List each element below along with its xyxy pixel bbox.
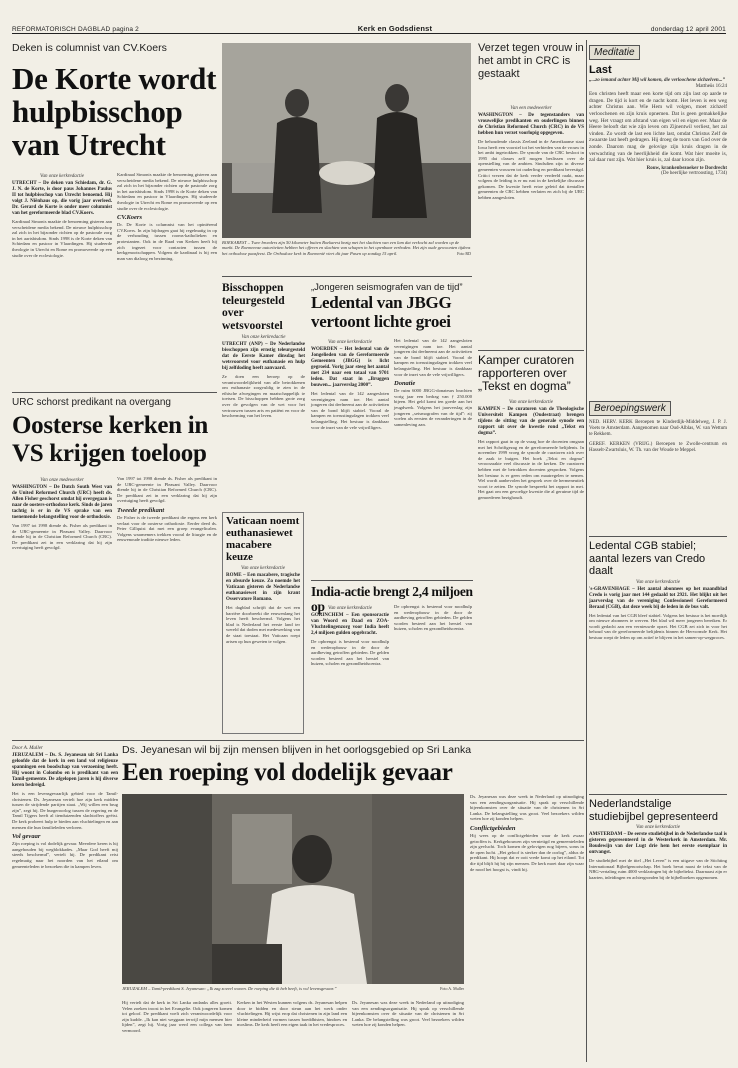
article6-lead: GORINCHEM – Een sponsoractie van Woord en Daad en ZOA-Vluchtelingenzorg voor India heeft 2,4 miljoen gulden opgebracht.: [311, 613, 389, 636]
article7-body: De behoudende classis Zeeland in de Amerikaanse staat Iowa heeft een voorstel tot het verbieden van de vrouw in het ambt ingetrokken. De synode van de CRC besloot in 1995 dat classes zelf mogen beslissen over de openstelling van de ambten. Sindsdien zijn in diverse gemeenten vrouwen tot ouderling en predikant bevestigd. Critici vrezen dat de kerk verder verdeeld raakt, maar volgens de leiding is er nu rust in de kerkelijke discussie gekomen. De kwestie heeft ertoe geleid dat tientallen gemeenten de CRC hebben verlaten en zich bij de URC hebben aangesloten.: [478, 139, 584, 200]
article8-body: Het rapport gaat in op de vraag hoe de docenten omgaan met het Schriftgezag en de gereformeerde belijdenis. In november 1999 vroeg de synode de curatoren zich over de zaak te buigen. Het boek „Tekst en dogma” veroorzaakte veel discussie in de kerken. De curatoren hebben met de betrokken docenten gesproken. Volgens het bestuur is er geen reden om maatregelen te nemen. Wel wordt aanbevolen het gesprek over de hermeneutiek voort te zetten. De synode bespreekt het rapport in mei. Het gaat om een gevoelige kwestie die al geruime tijd de gemoederen bezighoudt.: [478, 439, 584, 500]
article7-kicker: Verzet tegen vrouw in het ambt in CRC is gestaakt: [478, 42, 584, 80]
article2-subhead: Tweede predikant: [117, 506, 165, 514]
article7-byline: Van een medewerker: [510, 106, 552, 111]
article3: [222, 282, 305, 504]
photo-lamb-slaughter: [222, 43, 471, 238]
article6-byline: Van onze kerkredactie: [328, 606, 372, 611]
section-title: Kerk en Godsdienst: [357, 24, 433, 33]
article2-title: Oosterse kerken in VS krijgen toeloop: [12, 412, 208, 467]
article5-col2: [394, 338, 472, 578]
photo-illustration: [222, 43, 471, 238]
article7-lead: WASHINGTON – De tegenstanders van vrouwelijke predikanten en ouderlingen binnen de Christian Reformed Church (CRC) in de VS hebben hun verzet voorlopig opgegeven.: [478, 113, 584, 136]
divider: [589, 536, 727, 537]
photo2-caption: JERUZALEM – Tamil-predikant S. Jeyanesan: „Ik zag zoveel wonen. De roeping die ik heb heeft, is vol levensgevaar.”: [122, 986, 337, 991]
article3-byline: Van onze kerkredactie: [241, 335, 286, 340]
article3-body: Ze doen een beroep op de verantwoordelijkheid van alle betrokkenen om euthanasie zorgvuldig te zien in de ethische afwegingen en maatschappelijk te toetsen. De bisschoppen hebben grote zorg over de gevolgen van de wet voor het vertrouwen tussen arts en patiënt en voor de bescherming van het leven.: [222, 374, 305, 419]
article8-title: Kamper curatoren rapporteren over „Tekst en dogma”: [478, 353, 575, 393]
article2-kicker-box: [12, 397, 218, 413]
beroeping-header: [589, 398, 727, 416]
article1-byline: Van onze kerkredactie: [40, 174, 84, 179]
article9-subhead: Vol gevaar: [12, 833, 41, 841]
photo1-credit: Foto RD: [457, 250, 471, 256]
article2-body-cont: Van 1997 tot 1998 diende ds. Fisher als predikant in de URC-gemeente in Pleasant Valley. Daarvoor diende hij in de Christian Reformed Church (CRC). De predikant zei in een verklaring dat hij zijn overtuiging heeft gevolgd.: [117, 476, 217, 504]
article5-subhead: Donatie: [394, 380, 416, 388]
article1-kicker: Deken is columnist van CV.Koers: [12, 42, 167, 54]
article5-byline: Van onze kerkredactie: [328, 340, 372, 345]
article5-col1: [311, 338, 389, 578]
ledental-lead: 's-GRAVENHAGE – Het aantal abonnees op het maandblad Credo is vorig jaar met 144 gedaald tot 2921. Het blijkt uit het jaarverslag van de vereniging Confessioneel Gereformeerd Beraad (CGB), dat deze week bij de leden in de bus valt.: [589, 586, 727, 610]
article5-lead: WOERDEN – Het ledental van de Jongelieden van de Gereformeerde Gemeenten (JBGG) is licht gegroeid. Vorig jaar steeg het aantal met 234 naar een totaal van 9701 leden. Dat staat in „Bruggen bouwen... jaarverslag 2000”.: [311, 347, 389, 388]
article6-body-cont: De opbrengst is bestemd voor noodhulp en wederopbouw in de door de aardbeving getroffen gebieden. De gelden worden besteed aan het herstel van huizen, scholen en gezondheidscentra.: [394, 604, 472, 632]
photo2-caption-box: [122, 986, 464, 998]
article9-body5: Ds. Jeyanesan was deze week in Nederland op uitnodiging van een zendingsorganisatie. Hij sprak op verschillende bijeenkomsten over de situatie van de christenen in Sri Lanka. De belangstelling was groot. Veel bezoekers wilden weten hoe zij konden helpen.: [352, 1000, 464, 1028]
article5-body: Het ledental van de 142 aangesloten verenigingen nam toe. Het aantal jongeren dat deelneemt aan de activiteiten van de bond blijft stabiel. Vooral de kampen en toerustingsdagen trokken veel belangstelling. Het bestuur is dankbaar voor de inzet van de vele vrijwilligers.: [311, 391, 389, 430]
article9-body6: Hij wees op de conflictgebieden waar de kerk zwaar getroffen is. Kerkgebouwen zijn vernietigd en gemeenteleden zijn gevlucht. Toch komen de gelovigen nog bijeen, soms in de open lucht. „Het geloof is sterker dan de oorlog”, aldus de predikant. Hij hoopt dat er ooit vrede komt op het eiland. Tot die tijd blijft hij bij zijn mensen. De kerk moet daar zijn waar de nood het hoogst is, vindt hij.: [470, 832, 584, 872]
meditatie-note: (De heerlijke vertroosting, 1734): [661, 171, 727, 177]
masthead: [12, 22, 726, 34]
meditatie-ref: Mattheüs 16:24: [695, 83, 727, 89]
article9-lead: JERUZALEM – Ds. S. Jeyanesan uit Sri Lanka geloofde dat de kerk in een land vol religieuze spanningen een boodschap van verzoening heeft. Hij woont in Colombo en is predikant van een Tamil-gemeente. De afgelopen jaren is hij diverse keren bedreigd.: [12, 753, 118, 788]
photo-jeyanesan: [122, 794, 464, 984]
article6-col1: [311, 604, 389, 734]
article9-body2: Zijn roeping is vol dodelijk gevaar. Meerdere keren is hij aangehouden bij wegblokkades. „Maar God heeft mij steeds beschermd”, vertelt hij. De predikant reist regelmatig naar het noorden van het eiland om gemeenteleden te bezoeken die in kampen leven.: [12, 841, 118, 869]
article4-title: Vaticaan noemt euthanasiewet macabere keuze: [226, 515, 300, 563]
article2-body2: De Fisher is de tweede predikant die ergens een kerk verlaat voor de oosterse orthodoxie. Eerder deed ds. Peter Gillquist dat met een groep evangelicalen. Volgens waarnemers trekken vooral de liturgie en de eeuwenoude traditie nieuwe leden.: [117, 514, 217, 543]
article9-subtitle: Een roeping vol dodelijk gevaar: [122, 759, 453, 786]
divider: [311, 580, 473, 581]
article1-col1: [12, 172, 112, 388]
article9-col2: [122, 1000, 232, 1062]
article9-body: Het is een levensgevaarlijk gebied voor de Tamil-christenen. Ds. Jeyanesan vertelt hoe zijn kerk midden tussen de strijdende partijen staat. „Wij willen een brug zijn”, zegt hij. De burgeroorlog tussen de regering en de Tamil Tijgers heeft al tienduizenden slachtoffers geëist. De kerk probeert hulp te bieden aan vluchtelingen en aan mensen die hun familieleden verloren.: [12, 791, 118, 830]
article7-head: [478, 42, 584, 102]
article6-title: India-actie brengt 2,4 miljoen op: [311, 584, 473, 614]
article2-title-box: [12, 412, 218, 474]
photo1-caption: BOEKAREST – Twee broeders zijn 50 kilometer buiten Boekarest bezig met het slachten van een lam dat verkocht zal worden op de markt. De Roemeense autoriteiten hebben het offeren en slachten van schapen in het openbaar verboden. Het zijn oude gewoonten tijdens het orthodoxe paasfeest. De Orthodoxe kerk in Roemenië viert dit jaar Pasen op zondag 15 april.: [222, 240, 471, 256]
photo2-credit: Foto A. Muller: [440, 986, 464, 991]
article9-body5-cont: Ds. Jeyanesan was deze week in Nederland op uitnodiging van een zendingsorganisatie. Hij sprak op verschillende bijeenkomsten over de situatie van de christenen in Sri Lanka. De belangstelling was groot. Veel bezoekers wilden weten hoe zij konden helpen.: [470, 794, 584, 822]
article5-head: [311, 282, 473, 336]
meditatie-quote: „...zo iemand achter Mij wil komen, die verloochene zichzelven...”: [589, 78, 725, 83]
article9-body3: Hij vertelt dat de kerk in Sri Lanka ondanks alles groeit. Velen zoeken troost in het Evangelie. Ook jongeren komen tot geloof. De predikant voelt zich verantwoordelijk voor zijn kudde. „Ik kan niet weggaan terwijl mijn mensen hier lijden”, zegt hij. Vorig jaar werd een collega van hem vermoord.: [122, 1000, 232, 1033]
beroeping-block: [589, 420, 727, 532]
article9-headline-box: [122, 759, 584, 791]
article5-body-cont: Het ledental van de 142 aangesloten verenigingen nam toe. Het aantal jongeren dat deelneemt aan de activiteiten van de bond blijft stabiel. Vooral de kampen en toerustingsdagen trokken veel belangstelling. Het bestuur is dankbaar voor de inzet van de vele vrijwilligers.: [394, 338, 472, 377]
article1-subhead: CV.Koers: [117, 214, 142, 222]
article8-byline: Van onze kerkredactie: [509, 400, 553, 405]
article2-col2: [117, 476, 217, 674]
article9-col1: [12, 744, 118, 1062]
meditatie-label: Meditatie: [589, 45, 640, 60]
sidebar-rule: [586, 40, 587, 1062]
divider: [12, 392, 217, 393]
article7-body-col: [478, 104, 584, 344]
photo2-illustration: [122, 794, 464, 984]
meditatie-block: [589, 64, 727, 394]
article9-byline: Door A. Muller: [12, 746, 43, 751]
studiebijbel-body: De studiebijbel met de titel „Het Leven” is een uitgave van de Stichting Internationaal Bijbelgenootschap. Het boek bevat naast de tekst van de NBG-vertaling ruim 4000 verklaringen bij de bijbeltekst. Daarnaast zijn er kaarten, inleidingen en achtergronden bij de bijbelboeken opgenomen.: [589, 858, 727, 880]
article1-title-box: [12, 62, 218, 168]
article6-body: De opbrengst is bestemd voor noodhulp en wederopbouw in de door de aardbeving getroffen gebieden. De gelden worden besteed aan het herstel van huizen, scholen en gezondheidscentra.: [311, 639, 389, 667]
article9-col5: [470, 794, 584, 1062]
article9-title: Ds. Jeyanesan wil bij zijn mensen blijven in het oorlogsgebied op Sri Lanka: [122, 744, 472, 756]
beroeping-body2: GEREF. KERKEN (VRIJG.) Beroepen te Zwolle-centrum en Hasselt-Zwartsluis, W. Th. van der Woude te Meppel.: [589, 441, 727, 453]
article2-lead: WASHINGTON – De Dutch South West van de United Reformed Church (URC) heeft ds. Allen Fisher geschorst omdat hij overgegaan is naar de oosters-orthodoxe kerk. Sinds de jaren tachtig is er in de VS sprake van een toenemende belangstelling voor de orthodoxie.: [12, 485, 112, 520]
divider: [12, 740, 584, 741]
article9-body4: Kerken in het Westen kunnen volgens ds. Jeyanesan helpen door te bidden en door steun aan het werk onder vluchtelingen. Hij wijst erop dat christenen in zijn land een kleine minderheid vormen tussen boeddhisten, hindoes en moslims. De kerk heeft een eigen taak in het vredesproces.: [237, 1000, 347, 1028]
masthead-left: REFORMATORISCH DAGBLAD pagina 2: [12, 26, 139, 33]
ledental-title: Ledental CGB stabiel; aantal lezers van Credo daalt: [589, 540, 706, 577]
article5-kicker: „Jongeren seismografen van de tijd”: [311, 282, 463, 293]
article2-body: Van 1997 tot 1998 diende ds. Fisher als predikant in de URC-gemeente in Pleasant Valley. Daarvoor diende hij in de Christian Reformed Church (CRC). De predikant zei in een verklaring dat hij zijn overtuiging heeft gevolgd.: [12, 523, 112, 551]
article4-byline: Van onze kerkredactie: [241, 566, 285, 571]
article1-body-cont: Kardinaal Simonis maakte de benoeming gisteren aan verscheidene media bekend. De nieuwe hulpbisschop zal zich in het bijzonder richten op de pastorale zorg in het aartsbisdom. Sinds 1998 is de Korte deken van Schiedam en pastoor in Vlaardingen. Hij studeerde theologie in Utrecht en Rome en promoveerde op een studie over de ecclesiologie.: [117, 172, 217, 211]
meditatie-author: Rouw, krankenbezoeker te Dordrecht: [646, 165, 727, 171]
article1-title: De Korte wordt hulpbisschop van Utrecht: [12, 61, 217, 162]
masthead-date: donderdag 12 april 2001: [650, 26, 726, 33]
studiebijbel-block: [589, 798, 727, 1062]
article1-lead: UTRECHT – De deken van Schiedam, dr. G. J. N. de Korte, is door paus Johannes Paulus II tot hulpbisschop van Utrecht benoemd. Hij volgt J. Niënhaus op, die vorig jaar overleed. Dr. Gerard de Korte is onder meer columnist van het gereformeerde blad CV.Koers.: [12, 181, 112, 216]
article2-byline: Van onze medewerker: [40, 478, 84, 483]
article5-body2: De ruim 6000 JBGG-donateurs brachten vorig jaar een bedrag van ƒ 250.000 bijeen. Het geld komt ten goede aan het jeugdwerk. Volgens het jaarverslag zijn jongeren „seismografen van de tijd”: zij voelen als eersten de veranderingen in de samenleving aan.: [394, 388, 472, 427]
photo1-caption-box: [222, 240, 471, 272]
ledental-block: [589, 540, 727, 790]
studiebijbel-byline: Van onze kerkredactie: [636, 825, 680, 830]
studiebijbel-title: Nederlandstalige studiebijbel gepresenteerd: [589, 798, 719, 823]
divider: [589, 794, 727, 795]
meditatie-title: Last: [589, 64, 612, 76]
article8-lead: KAMPEN – De curatoren van de Theologische Universiteit Kampen (Oudestraat) brengen tijdens de sitting van de generale synode een rapport uit over de kwestie rond „Tekst en dogma”.: [478, 407, 584, 436]
ledental-byline: Van onze kerkredactie: [636, 579, 680, 585]
beroeping-body: NED. HERV. KERK Beroepen te Kinderdijk-Middelweg, J. P. J. Voets te Amsterdam. Aangenomen naar Oud-Alblas, W. van Wettum te Rekkem.: [589, 420, 727, 438]
ledental-body: Het ledental van het CGB bleef stabiel. Volgens het bestuur is het moeilijk om nieuwe abonnees te werven. Het blad wil meer jongeren bereiken. Er wordt gedacht aan een vernieuwde opzet. Het CGB zet zich in voor het behoud van de gereformeerde belijdenis binnen de Hervormde Kerk. Het bestuur roept de leden op om actief te blijven in het samen-op-wegproces.: [589, 612, 727, 640]
article5-title: Ledental van JBGG vertoont lichte groei: [311, 293, 452, 331]
divider: [222, 276, 472, 277]
article4-lead: ROME – Een macabere, tragische en absurde keuze. Zo noemde het Vaticaan gisteren de Nederlandse euthanasiewet in zijn krant Osservatore Romano.: [226, 573, 300, 602]
article2-kicker: URC schorst predikant na overgang: [12, 397, 171, 408]
article3-title: Bisschoppen teleurgesteld over wetsvoorstel: [222, 282, 285, 332]
article1-col2: [117, 172, 217, 388]
article8-body-col: [478, 398, 584, 734]
article6-col2: [394, 604, 472, 734]
beroeping-label: Beroepingswerk: [589, 401, 671, 416]
article9-subhead2: Conflictgebieden: [470, 824, 516, 832]
article9-col4: [352, 1000, 464, 1062]
divider: [478, 350, 584, 351]
article4-body: Het dagblad schrijft dat de wet een barrière doorbreekt die eeuwenlang het leven heeft beschermd. Volgens het blad is Nederland het eerste land ter wereld dat doden met medewerking van de staat toestaat. Het Vaticaan roept artsen op hun geweten te volgen.: [226, 605, 300, 644]
article4-box: [222, 512, 304, 734]
meditatie-header: [589, 42, 727, 60]
article1-body: Kardinaal Simonis maakte de benoeming gisteren aan verscheidene media bekend. De nieuwe hulpbisschop zal zich in het bijzonder richten op de pastorale zorg in het aartsbisdom. Sinds 1998 is de Korte deken van Schiedam en pastoor in Vlaardingen. Hij studeerde theologie in Utrecht en Rome en promoveerde op een studie over de ecclesiologie.: [12, 219, 112, 258]
article2-col1: [12, 476, 112, 674]
article3-lead: UTRECHT (ANP) – De Nederlandse bisschoppen zijn ernstig teleurgesteld dat de Eerste Kamer dinsdag het wetsvoorstel voor euthanasie en hulp bij zelfdoding heeft aanvaard.: [222, 342, 305, 371]
article9-kicker-box: [122, 744, 502, 760]
article8-head: [478, 354, 584, 396]
article9-col3: [237, 1000, 347, 1062]
article1-body2: Dr. De Korte is columnist van het opiniërend CV.Koers. In zijn bijdragen gaat hij regelmatig in op de verhouding tussen rooms-katholieken en protestanten. Ook in de Raad van Kerken heeft hij zich ingezet voor contacten tussen de kerkgenootschappen. Volgens de kardinaal is hij een man van dialoog en bezinning.: [117, 222, 217, 261]
meditatie-body: Een christen heeft maar een korte tijd om zijn last op aarde te dragen. De tijd is kort en de nacht komt. Het leven is een weg achter Christus aan. Wie Hem wil volgen, moet zichzelf verloochenen en zijn kruis opnemen. Dat is geen gemakkelijke weg. Het vraagt om afstand van eigen wil en eigen eer. Maar de Heere belooft dat wie zijn leven om Zijnentwil verliest, het zal vinden. Zo wordt de last een lichte last, omdat Christus Zelf de zwaarste last heeft gedragen. Hij droeg de toorn van God over de zonde. Daarom mag de gelovige zijn kruis dragen in de verwachting van de heerlijkheid die komt. Wat hier moeite is, zal daar rust zijn. Wat hier kruis is, zal daar kroon zijn.: [589, 91, 727, 164]
studiebijbel-lead: AMSTERDAM – De eerste studiebijbel in de Nederlandse taal is gisteren gepresenteerd in de Westerkerk in Amsterdam. Mr. Boudewijn van der Lugt drie hem het eerste exemplaar in ontvangst.: [589, 832, 727, 855]
